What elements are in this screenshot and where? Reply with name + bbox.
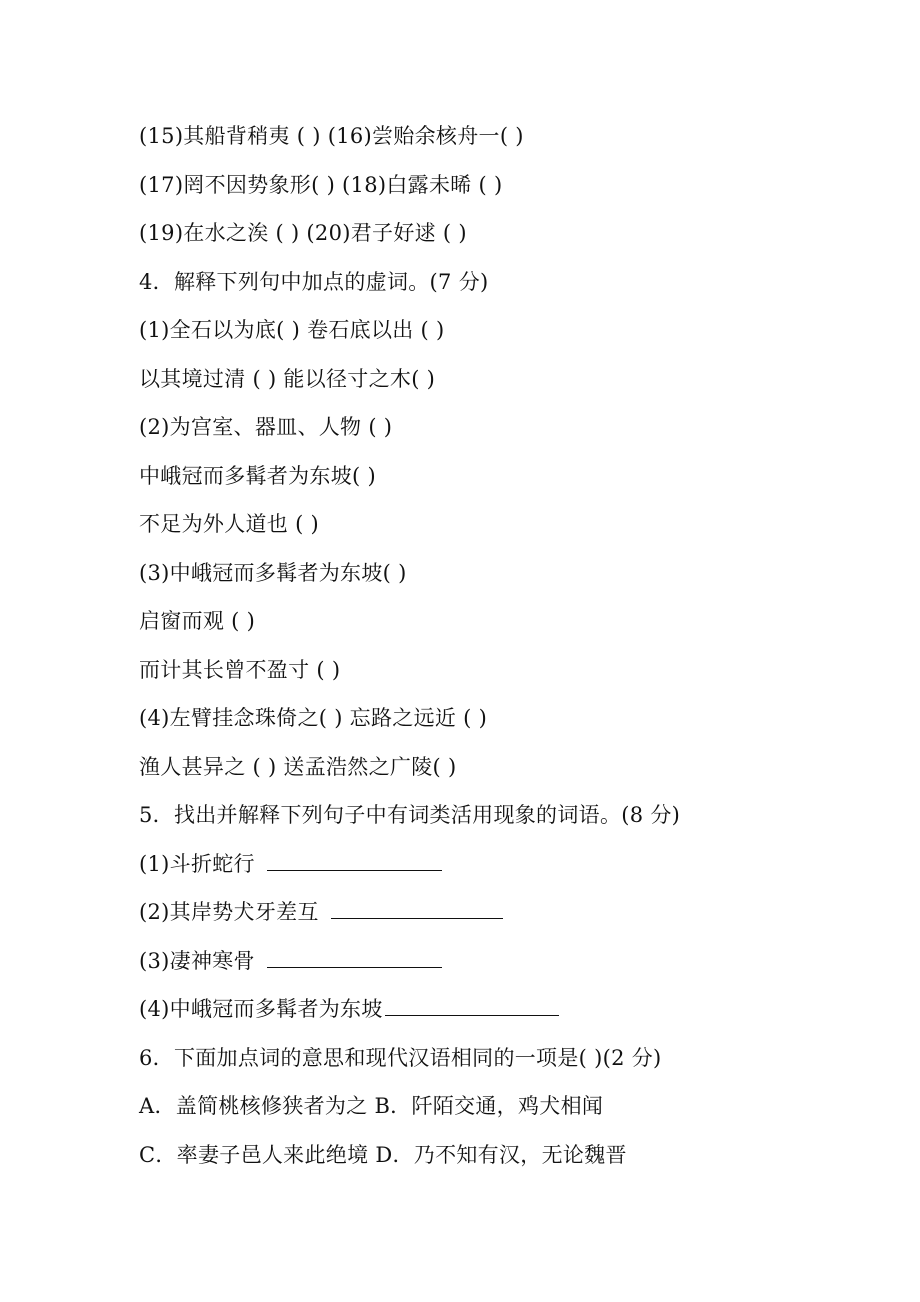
text-line-5-3 (139, 943, 879, 992)
answer-blank[interactable] (385, 991, 559, 1016)
sentence-5-3: (3)凄神寒骨 (139, 948, 255, 973)
question-text-block (139, 118, 879, 1185)
text-line-5-1 (139, 846, 879, 895)
text-line-q17-18: (17)罔不因势象形( ) (18)白露未晞 ( ) (139, 172, 503, 197)
text-line-4-3a: (3)中峨冠而多髯者为东坡( ) (139, 560, 407, 585)
question-5-heading: 5．找出并解释下列句子中有词类活用现象的词语。(8 分) (139, 803, 681, 827)
text-line-5-4 (139, 991, 879, 1040)
text-line-4-2b: 中峨冠而多髯者为东坡( ) (139, 463, 376, 488)
text-line-4-3c: 而计其长曾不盈寸 ( ) (139, 657, 341, 682)
text-line-4-2c: 不足为外人道也 ( ) (139, 512, 320, 536)
text-line-4-4a: (4)左臂挂念珠倚之( ) 忘路之远近 ( ) (139, 706, 488, 730)
option-line-a-b: A．盖简桃核修狭者为之 B．阡陌交通，鸡犬相闻 (139, 1094, 604, 1118)
question-4-heading: 4．解释下列句中加点的虚词。(7 分) (139, 269, 489, 294)
text-line-4-4b: 渔人甚异之 ( ) 送孟浩然之广陵( ) (139, 754, 457, 779)
answer-blank[interactable] (267, 943, 442, 968)
text-line-4-1b: 以其境过清 ( ) 能以径寸之木( ) (139, 366, 436, 391)
text-line-4-2a: (2)为宫室、器皿、人物 ( ) (139, 415, 393, 439)
sentence-5-1: (1)斗折蛇行 (139, 851, 255, 876)
text-line-4-3b: 启窗而观 ( ) (139, 609, 256, 633)
answer-blank[interactable] (267, 846, 442, 871)
sentence-5-2: (2)其岸势犬牙差互 (139, 900, 319, 924)
sentence-5-4: (4)中峨冠而多髯者为东坡 (139, 997, 383, 1021)
text-line-5-2 (139, 894, 879, 943)
text-line-4-1a: (1)全石以为底( ) 卷石底以出 ( ) (139, 318, 445, 342)
option-line-c-d: C．率妻子邑人来此绝境 D．乃不知有汉，无论魏晋 (139, 1142, 627, 1167)
text-line-q15-16: (15)其船背稍夷 ( ) (16)尝贻余核舟一( ) (139, 124, 524, 148)
text-line-q19-20: (19)在水之涘 ( ) (20)君子好逑 ( ) (139, 221, 467, 245)
answer-blank[interactable] (331, 894, 503, 919)
question-6-heading: 6．下面加点词的意思和现代汉语相同的一项是( )(2 分) (139, 1045, 662, 1070)
